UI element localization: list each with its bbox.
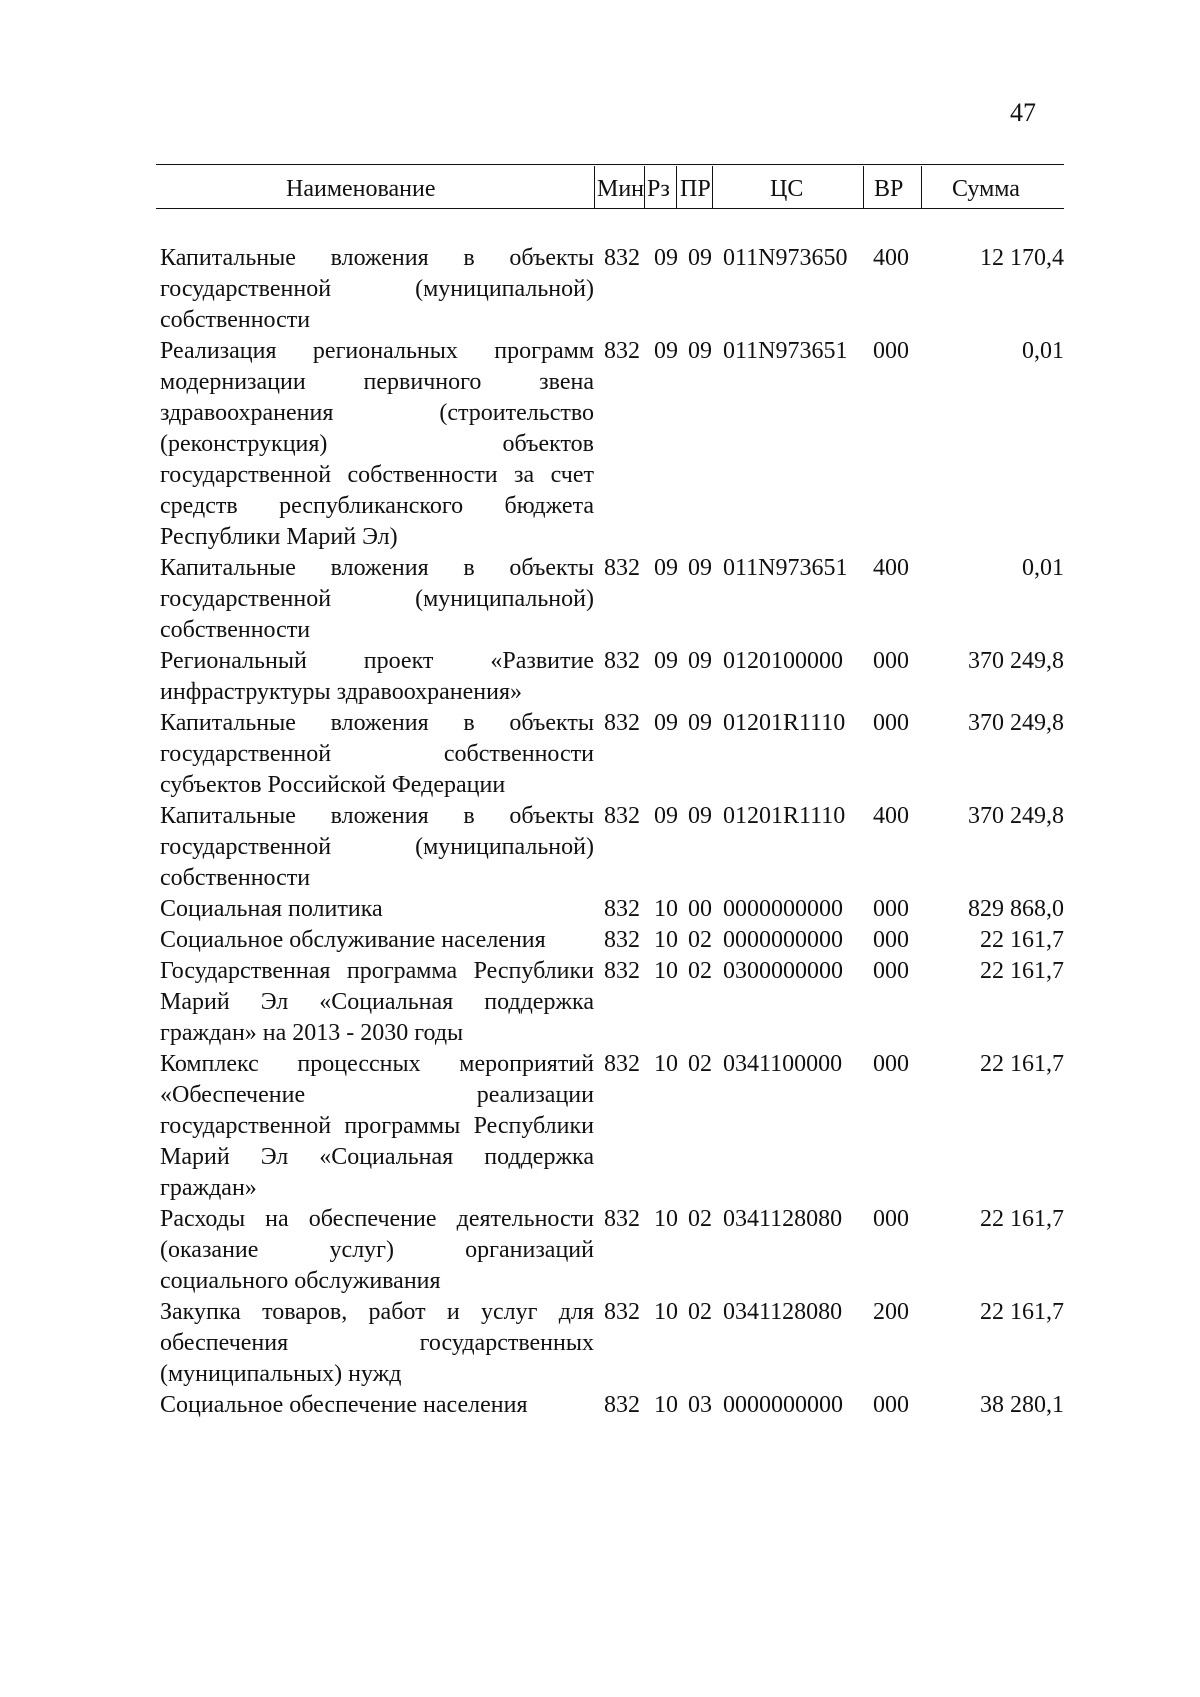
row-min: 832 (604, 648, 640, 674)
header-divider (863, 166, 864, 208)
row-pr: 02 (688, 1206, 712, 1232)
header-bottom-rule (156, 208, 1064, 209)
row-min: 832 (604, 1299, 640, 1325)
row-pr: 02 (688, 927, 712, 953)
row-sum: 370 249,8 (968, 803, 1064, 829)
row-name: Социальное обслуживание населения (160, 927, 546, 953)
row-vr: 400 (873, 245, 909, 271)
row-min: 832 (604, 896, 640, 922)
row-rz: 10 (654, 958, 678, 984)
row-name: Реализация региональных программ модернизации первичного звена здравоохранения (строительство (реконструкция) объектов государственной собственности за счет средств республиканского бюджета Республики Марий Эл) (160, 338, 594, 550)
table-row (0, 243, 1200, 336)
row-pr: 00 (688, 896, 712, 922)
row-min: 832 (604, 245, 640, 271)
row-pr: 02 (688, 1299, 712, 1325)
row-pr: 09 (688, 245, 712, 271)
row-vr: 400 (873, 555, 909, 581)
row-pr: 09 (688, 803, 712, 829)
table-row (0, 1297, 1200, 1390)
row-rz: 09 (654, 803, 678, 829)
row-pr: 09 (688, 648, 712, 674)
table-row (0, 553, 1200, 646)
row-sum: 22 161,7 (980, 1051, 1064, 1077)
column-header-sum: Сумма (952, 176, 1020, 202)
row-min: 832 (604, 555, 640, 581)
header-divider (676, 166, 677, 208)
row-cs: 0300000000 (723, 958, 843, 984)
row-cs: 01201R1110 (723, 803, 846, 829)
row-cs: 0341128080 (723, 1206, 843, 1232)
row-vr: 000 (873, 927, 909, 953)
table-row (0, 894, 1200, 925)
column-header-pr: ПР (680, 176, 711, 202)
row-vr: 000 (873, 958, 909, 984)
row-pr: 09 (688, 338, 712, 364)
table-row (0, 801, 1200, 894)
row-cs: 0341100000 (723, 1051, 843, 1077)
row-name: Капитальные вложения в объекты государственной (муниципальной) собственности (160, 555, 594, 643)
row-pr: 02 (688, 958, 712, 984)
header-divider (921, 166, 922, 208)
row-min: 832 (604, 1051, 640, 1077)
row-min: 832 (604, 1392, 640, 1418)
row-cs: 0341128080 (723, 1299, 843, 1325)
row-cs: 0000000000 (723, 1392, 843, 1418)
row-pr: 09 (688, 555, 712, 581)
row-cs: 0120100000 (723, 648, 843, 674)
row-rz: 10 (654, 1206, 678, 1232)
row-cs: 0000000000 (723, 927, 843, 953)
row-rz: 09 (654, 710, 678, 736)
row-rz: 09 (654, 555, 678, 581)
row-rz: 10 (654, 1299, 678, 1325)
row-name: Комплекс процессных мероприятий «Обеспечение реализации государственной программы Республики Марий Эл «Социальная поддержка граждан» (160, 1051, 594, 1201)
row-name: Капитальные вложения в объекты государственной (муниципальной) собственности (160, 245, 594, 333)
row-vr: 000 (873, 710, 909, 736)
table-row (0, 646, 1200, 708)
row-sum: 22 161,7 (980, 958, 1064, 984)
row-name: Капитальные вложения в объекты государственной собственности субъектов Российской Федерации (160, 710, 594, 798)
row-min: 832 (604, 927, 640, 953)
table-row (0, 1204, 1200, 1297)
row-sum: 0,01 (1022, 338, 1064, 364)
row-rz: 09 (654, 338, 678, 364)
row-vr: 000 (873, 338, 909, 364)
row-min: 832 (604, 1206, 640, 1232)
header-divider (712, 166, 713, 208)
row-cs: 0000000000 (723, 896, 843, 922)
column-header-rz: Рз (647, 176, 670, 202)
row-rz: 09 (654, 245, 678, 271)
row-vr: 200 (873, 1299, 909, 1325)
row-pr: 02 (688, 1051, 712, 1077)
table-row (0, 1390, 1200, 1421)
row-vr: 000 (873, 1392, 909, 1418)
row-rz: 09 (654, 648, 678, 674)
header-divider (594, 166, 595, 208)
header-top-rule (156, 164, 1064, 165)
row-name: Расходы на обеспечение деятельности (оказание услуг) организаций социального обслуживания (160, 1206, 594, 1294)
column-header-cs: ЦС (770, 176, 804, 202)
row-min: 832 (604, 710, 640, 736)
row-cs: 011N973651 (723, 338, 848, 364)
row-vr: 000 (873, 1206, 909, 1232)
row-name: Региональный проект «Развитие инфраструктуры здравоохранения» (160, 648, 594, 705)
row-name: Социальное обеспечение населения (160, 1392, 528, 1418)
row-min: 832 (604, 803, 640, 829)
row-cs: 011N973650 (723, 245, 848, 271)
row-sum: 370 249,8 (968, 648, 1064, 674)
row-vr: 400 (873, 803, 909, 829)
row-sum: 0,01 (1022, 555, 1064, 581)
table-row (0, 925, 1200, 956)
table-header (156, 164, 1064, 210)
table-row (0, 956, 1200, 1049)
column-header-min: Мин (597, 176, 645, 202)
row-vr: 000 (873, 648, 909, 674)
row-sum: 829 868,0 (968, 896, 1064, 922)
row-name: Закупка товаров, работ и услуг для обеспечения государственных (муниципальных) нужд (160, 1299, 594, 1387)
row-vr: 000 (873, 1051, 909, 1077)
row-name: Социальная политика (160, 896, 383, 922)
row-sum: 22 161,7 (980, 1299, 1064, 1325)
row-sum: 12 170,4 (980, 245, 1064, 271)
row-sum: 22 161,7 (980, 1206, 1064, 1232)
row-sum: 38 280,1 (980, 1392, 1064, 1418)
row-vr: 000 (873, 896, 909, 922)
row-rz: 10 (654, 927, 678, 953)
row-rz: 10 (654, 896, 678, 922)
row-min: 832 (604, 338, 640, 364)
column-header-vr: ВР (874, 176, 904, 202)
row-min: 832 (604, 958, 640, 984)
row-pr: 09 (688, 710, 712, 736)
row-cs: 01201R1110 (723, 710, 846, 736)
table-row (0, 336, 1200, 553)
row-name: Капитальные вложения в объекты государственной (муниципальной) собственности (160, 803, 594, 891)
row-name: Государственная программа Республики Марий Эл «Социальная поддержка граждан» на 2013 - 2030 годы (160, 958, 594, 1046)
page-number: 47 (1010, 98, 1036, 127)
table-row (0, 1049, 1200, 1204)
row-rz: 10 (654, 1051, 678, 1077)
row-sum: 22 161,7 (980, 927, 1064, 953)
column-header-name: Наименование (286, 176, 436, 202)
table-body (0, 243, 1200, 1421)
header-divider (644, 166, 645, 208)
table-row (0, 708, 1200, 801)
row-rz: 10 (654, 1392, 678, 1418)
row-sum: 370 249,8 (968, 710, 1064, 736)
row-pr: 03 (688, 1392, 712, 1418)
row-cs: 011N973651 (723, 555, 848, 581)
